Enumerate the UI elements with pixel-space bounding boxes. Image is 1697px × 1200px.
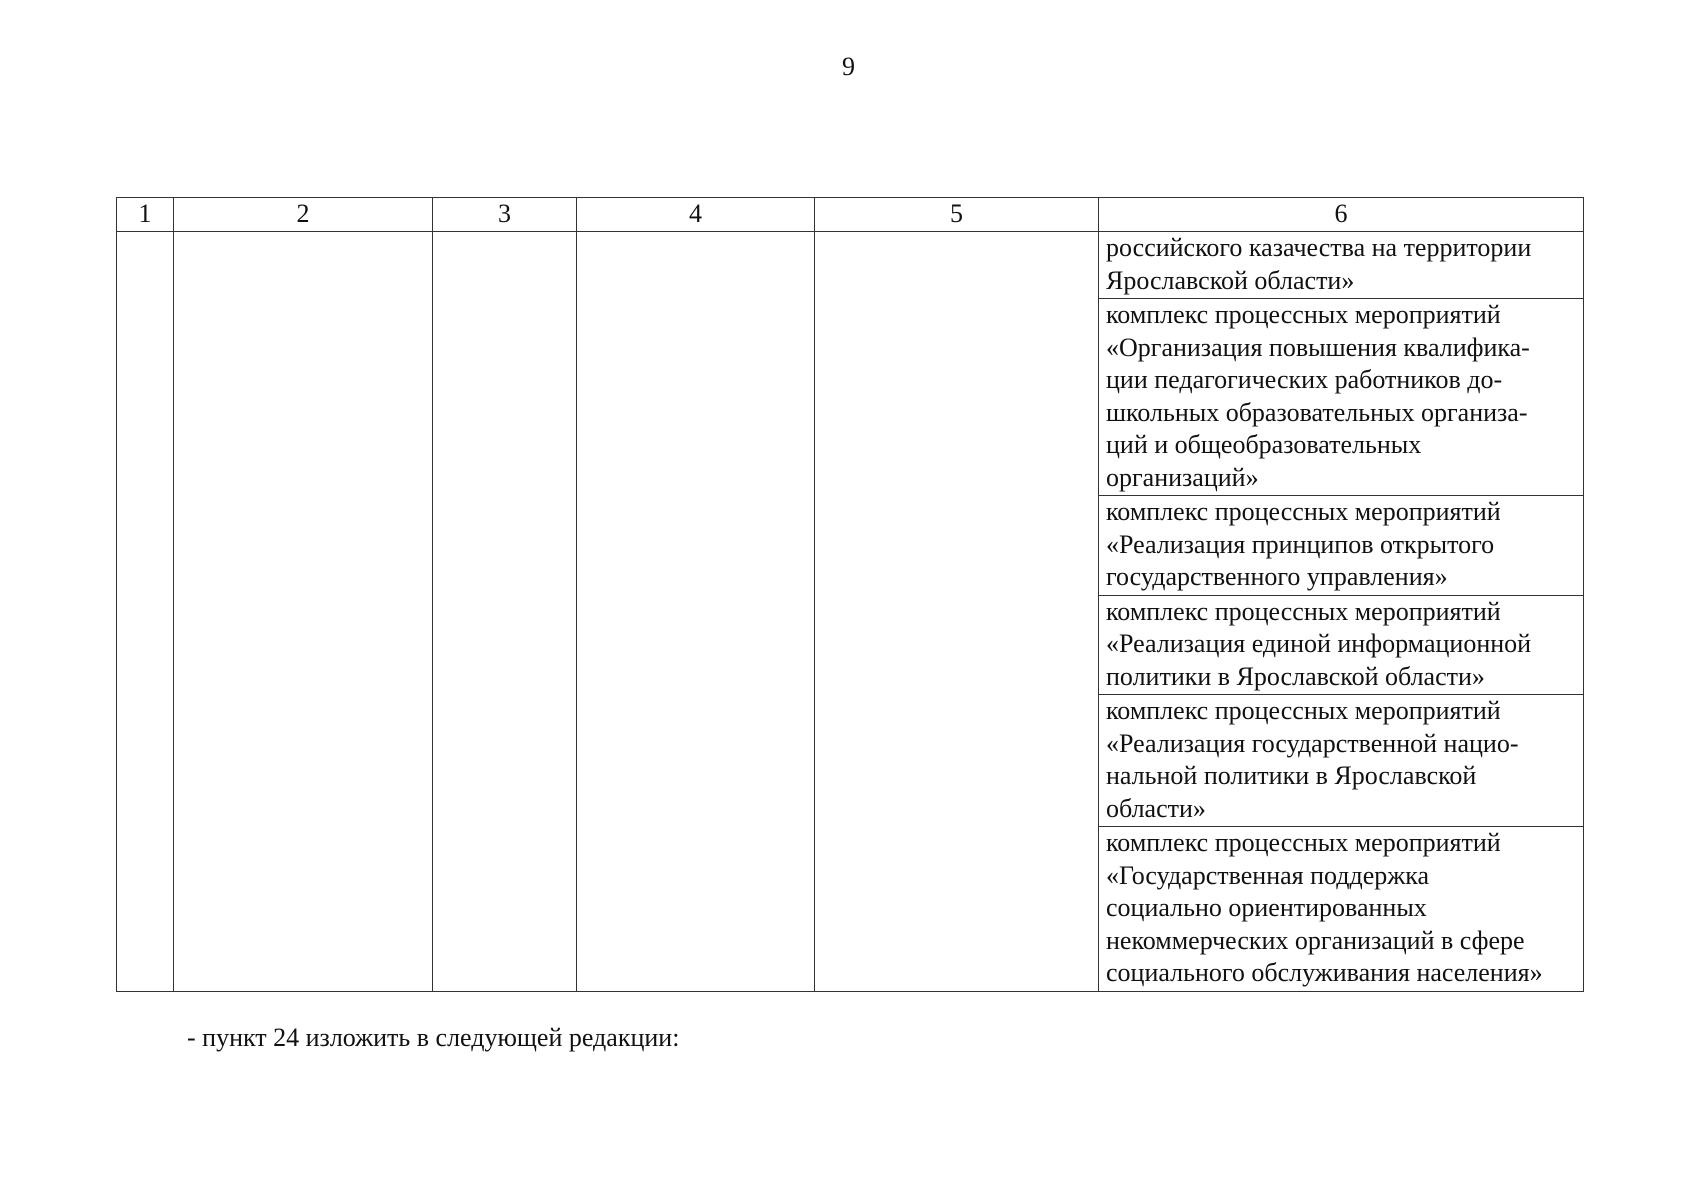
column-header-1: 1 [117, 198, 174, 232]
table-header-row [117, 198, 1584, 232]
table-cell-col6: российского казачества на территории Ярославской области» [1099, 232, 1584, 299]
table-cell-col4 [577, 232, 815, 992]
page-number: 9 [842, 52, 855, 81]
table-row [117, 232, 1584, 299]
table-cell-col6: комплекс процессных мероприятий «Реализация единой информационной политики в Ярославской области» [1099, 595, 1584, 695]
table-cell-col6: комплекс процессных мероприятий «Государственная поддержка социально ориентированных некоммерческих организаций в сфере социального обслуживания населения» [1099, 827, 1584, 992]
column-header-2: 2 [174, 198, 433, 232]
instruction-note: - пункт 24 изложить в следующей редакции: [187, 1023, 680, 1052]
column-header-3: 3 [433, 198, 577, 232]
table-cell-col6: комплекс процессных мероприятий «Реализация государственной нацио- нальной политики в Ярославской области» [1099, 695, 1584, 827]
column-header-5: 5 [815, 198, 1099, 232]
column-header-4: 4 [577, 198, 815, 232]
table-cell-col2 [174, 232, 433, 992]
table-cell-col6: комплекс процессных мероприятий «Реализация принципов открытого государственного управления» [1099, 496, 1584, 596]
data-table [116, 197, 1584, 992]
table-cell-col6: комплекс процессных мероприятий «Организация повышения квалифика- ции педагогических работников до- школьных образовательных организа- ций и общеобразовательных организаций» [1099, 299, 1584, 496]
table-cell-col5 [815, 232, 1099, 992]
table-cell-col3 [433, 232, 577, 992]
column-header-6: 6 [1099, 198, 1584, 232]
table-cell-col1 [117, 232, 174, 992]
